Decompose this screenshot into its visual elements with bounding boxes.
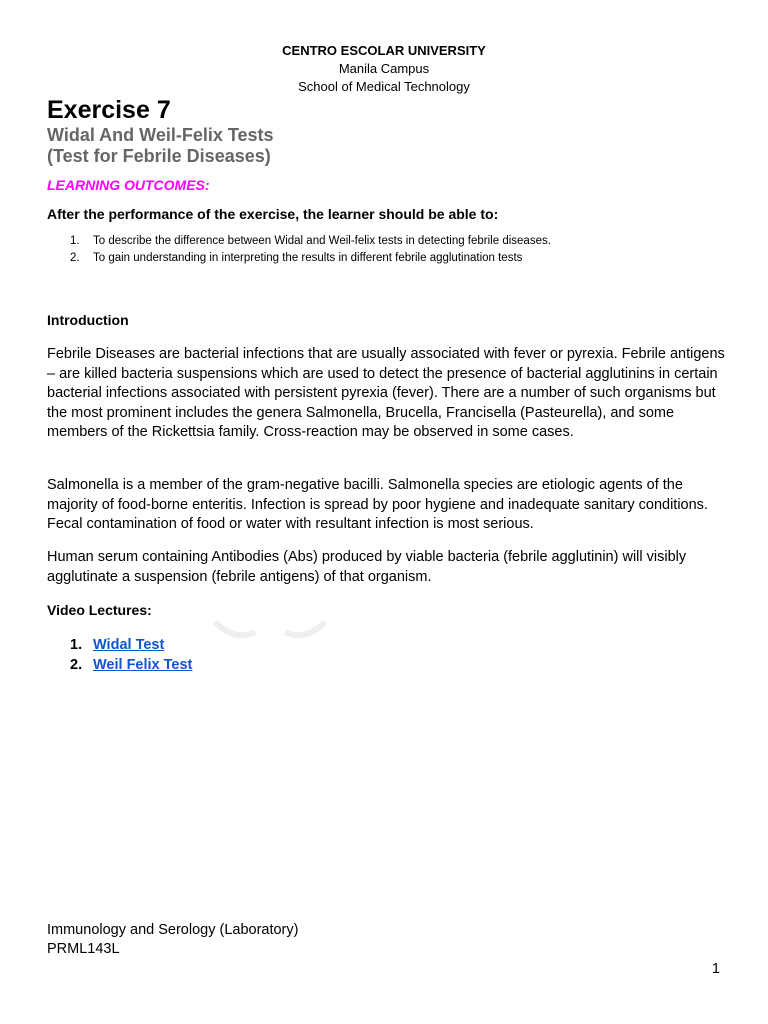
- learning-outcomes-list: [47, 233, 727, 267]
- list-item: [47, 250, 727, 267]
- learning-outcomes-heading: LEARNING OUTCOMES:: [47, 177, 210, 193]
- video-lectures-heading: Video Lectures:: [47, 602, 152, 618]
- school-name: School of Medical Technology: [298, 79, 470, 94]
- exercise-subtitle-line1: Widal And Weil-Felix Tests: [47, 125, 274, 145]
- document-header: [0, 42, 768, 96]
- list-item-number: 2.: [70, 252, 80, 264]
- list-item-text: To describe the difference between Widal and Weil-felix tests in detecting febrile diseases.: [93, 235, 551, 247]
- introduction-heading: Introduction: [47, 312, 129, 328]
- watermark-logo: [205, 612, 335, 652]
- list-item-number: 1.: [70, 637, 83, 653]
- list-item-number: 1.: [70, 235, 80, 247]
- exercise-title: Exercise 7: [47, 96, 171, 124]
- list-item: [47, 635, 192, 655]
- introduction-paragraph-3: Human serum containing Antibodies (Abs) produced by viable bacteria (febrile agglutinin) will visibly agglutinate a suspension (febrile antigens) of that organism.: [47, 549, 687, 585]
- course-code: PRML143L: [47, 941, 120, 957]
- widal-test-link[interactable]: Widal Test: [93, 637, 165, 653]
- introduction-paragraph-2: Salmonella is a member of the gram-negative bacilli. Salmonella species are etiologic agents of the majority of food-borne enteritis. Infection is spread by poor hygiene and inadequate sanitary conditions. Fecal contamination of food or water with resultant infection is most serious.: [47, 477, 708, 532]
- learning-outcomes-intro: After the performance of the exercise, the learner should be able to:: [47, 206, 499, 222]
- course-name: Immunology and Serology (Laboratory): [47, 922, 299, 938]
- list-item: [47, 655, 192, 675]
- video-lectures-list: [47, 635, 192, 675]
- campus-name: Manila Campus: [338, 61, 430, 76]
- list-item-text: To gain understanding in interpreting the results in different febrile agglutination tests: [93, 252, 523, 264]
- page-number: 1: [711, 961, 720, 977]
- weil-felix-test-link[interactable]: Weil Felix Test: [93, 657, 193, 673]
- document-footer: [47, 921, 298, 959]
- list-item-number: 2.: [70, 657, 83, 673]
- list-item: [47, 233, 727, 250]
- university-name: CENTRO ESCOLAR UNIVERSITY: [282, 43, 486, 58]
- title-block: [47, 95, 727, 167]
- exercise-subtitle-line2: (Test for Febrile Diseases): [47, 146, 271, 166]
- introduction-paragraph-1: Febrile Diseases are bacterial infections that are usually associated with fever or pyrexia. Febrile antigens – are killed bacteria suspensions which are used to detect the presence of bacterial agglutinins in certain bacterial infections associated with persistent pyrexia (fever). There are a number of such organisms but the most prominent includes the genera Salmonella, Brucella, Francisella (Pasteurella), and some members of the Rickettsia family. Cross-reaction may be observed in some cases.: [47, 346, 725, 440]
